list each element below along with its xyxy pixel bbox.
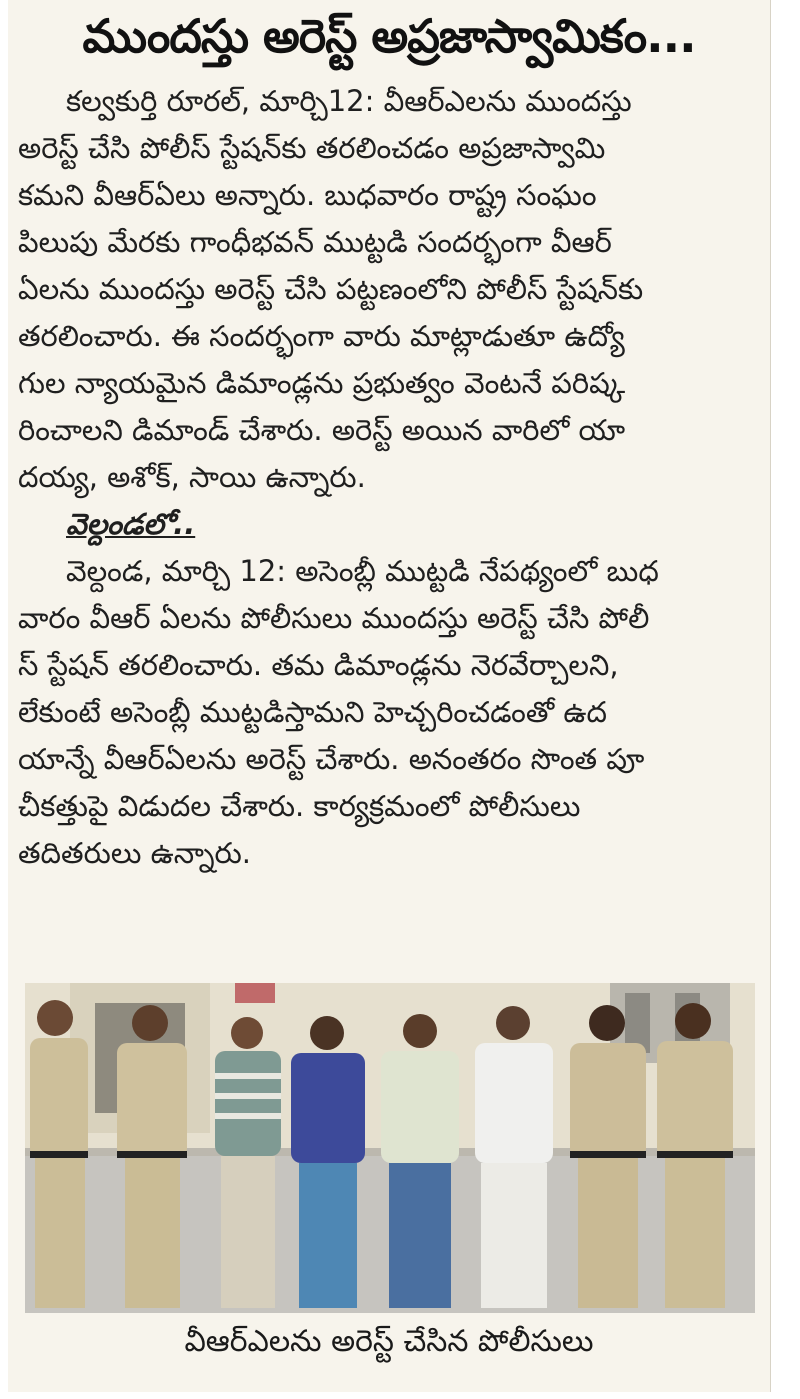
person-civilian-elder (475, 1006, 553, 1308)
person-police-4 (657, 1003, 733, 1308)
paragraph2-line: వెల్దండ, మార్చి 12: అసెంబ్లీ ముట్టడి నేపథ్యంలో బుధ (66, 554, 659, 588)
paragraph1-line: అరెస్ట్ చేసి పోలీస్ స్టేషన్‌కు తరలించడం అప్రజాస్వామి (18, 131, 606, 165)
photo-caption: వీఆర్ఎలను అరెస్ట్ చేసిన పోలీసులు (184, 1324, 594, 1359)
headline: ముందస్తు అరెస్ట్ అప్రజాస్వామికం... (82, 9, 696, 63)
paragraph1-line: కమని వీఆర్ఏలు అన్నారు. బుధవారం రాష్ట్ర సంఘం (18, 178, 597, 212)
paragraph2-line: స్ స్టేషన్ తరలించారు. తమ డిమాండ్లను నెరవేర్చాలని, (18, 648, 619, 682)
paragraph2-line: యాన్నే వీఆర్ఏలను అరెస్ట్ చేశారు. అనంతరం సొంత పూ (18, 742, 645, 776)
person-civilian-blue (291, 1016, 365, 1308)
paragraph1-line: ఏలను ముందస్తు అరెస్ట్ చేసి పట్టణంలోని పోలీస్ స్టేషన్‌కు (18, 272, 644, 306)
article-body (18, 78, 763, 877)
newspaper-clipping (8, 0, 771, 1392)
paragraph1-line: రించాలని డిమాండ్ చేశారు. అరెస్ట్ అయిన వారిలో యా (18, 413, 626, 447)
person-civilian-striped (215, 1017, 281, 1308)
person-police-1 (30, 1000, 88, 1308)
paragraph1-line: పిలుపు మేరకు గాంధీభవన్ ముట్టడి సందర్భంగా వీఆర్ (18, 225, 612, 259)
paragraph2-line: లేకుంటే అసెంబ్లీ ముట్టడిస్తామని హెచ్చరించడంతో ఉద (18, 695, 608, 729)
paragraph1-line: కల్వకుర్తి రూరల్, మార్చి12: వీఆర్ఎలను ముందస్తు (66, 84, 632, 118)
paragraph1-line: తరలించారు. ఈ సందర్భంగా వారు మాట్లాడుతూ ఉద్యో (18, 319, 625, 353)
paragraph2-line: చీకత్తుపై విడుదల చేశారు. కార్యక్రమంలో పోలీసులు (18, 789, 581, 823)
news-photo (25, 983, 755, 1313)
person-police-2 (117, 1005, 187, 1308)
paragraph2-line: వారం వీఆర్ ఏలను పోలీసులు ముందస్తు అరెస్ట్ చేసి పోలీ (18, 601, 650, 635)
paragraph2-line: తదితరులు ఉన్నారు. (18, 836, 251, 870)
paragraph1-line: దయ్య, అశోక్, సాయి ఉన్నారు. (18, 460, 366, 494)
paragraph1-line: గుల న్యాయమైన డిమాండ్లను ప్రభుత్వం వెంటనే పరిష్క (18, 366, 626, 400)
subheading: వెల్దండలో.. (66, 507, 196, 541)
person-civilian-light (381, 1014, 459, 1308)
person-police-3 (570, 1005, 646, 1308)
group-photo-illustration (25, 983, 755, 1313)
